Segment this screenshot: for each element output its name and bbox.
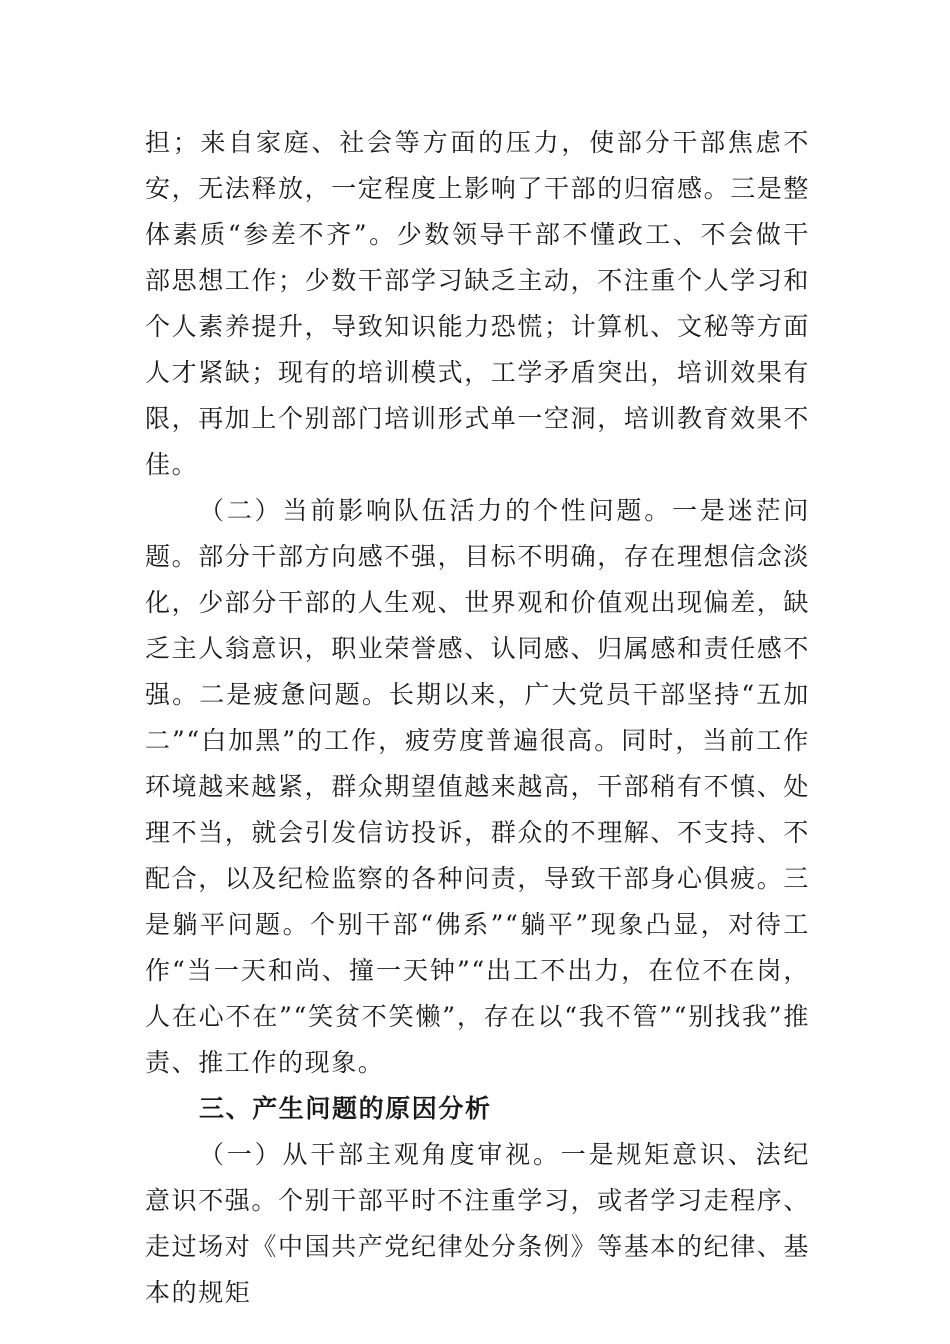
section-heading: 三、产生问题的原因分析 (199, 1094, 492, 1123)
document-body (145, 120, 810, 1316)
paragraph-continuation: 担；来自家庭、社会等方面的压力，使部分干部焦虑不安，无法释放，一定程度上影响了干部的归宿感。三是整体素质“参差不齐”。少数领导干部不懂政工、不会做干部思想工作；少数干部学习缺乏主动，不注重个人学习和个人素养提升，导致知识能力恐慌；计算机、文秘等方面人才紧缺；现有的培训模式，工学矛盾突出，培训效果有限，再加上个别部门培训形式单一空洞，培训教育效果不佳。 (145, 128, 811, 479)
paragraph-subjective-analysis: （一）从干部主观角度审视。一是规矩意识、法纪意识不强。个别干部平时不注重学习，或者学习走程序、走过场对《中国共产党纪律处分条例》等基本的纪律、基本的规矩 (145, 1140, 811, 1307)
paragraph-individual-problems: （二）当前影响队伍活力的个性问题。一是迷茫问题。部分干部方向感不强，目标不明确，存在理想信念淡化，少部分干部的人生观、世界观和价值观出现偏差，缺乏主人翁意识，职业荣誉感、认同感、归属感和责任感不强。二是疲惫问题。长期以来，广大党员干部坚持“五加二”“白加黑”的工作，疲劳度普遍很高。同时，当前工作环境越来越紧，群众期望值越来越高，干部稍有不慎、处理不当，就会引发信访投诉，群众的不理解、不支持、不配合，以及纪检监察的各种问责，导致干部身心俱疲。三是躺平问题。个别干部“佛系”“躺平”现象凸显，对待工作“当一天和尚、撞一天钟”“出工不出力，在位不在岗，人在心不在”“笑贫不笑懒”，存在以“我不管”“别找我”推责、推工作的现象。 (145, 496, 811, 1077)
